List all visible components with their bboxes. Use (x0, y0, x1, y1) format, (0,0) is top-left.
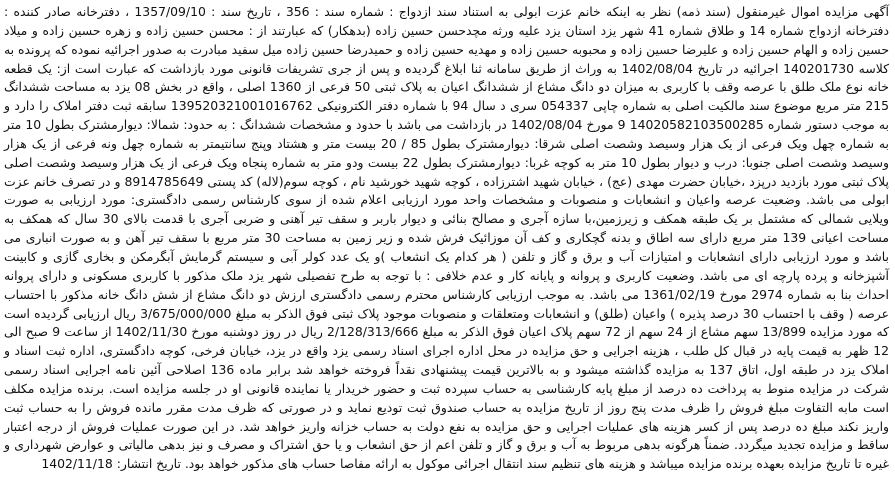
auction-notice-body: آگهی مزایده اموال غیرمنقول (سند ذمه) نظر به اینکه خانم عزت ابولی به استناد سند ازدواج : شماره سند : 356 ، تاریخ سند : 1357/09/10 ، دفترخانه صادر کننده : دفترخانه ازدواج شماره 14 و طلاق شماره 41 شهر یزد استان یزد علیه ورثه مچدحسن حسین زاده (بدهکار) که عبارتند از : محسن حسین زاده و زهره حسین زاده و میلاد حسین زاده و الهام حسین زاده و علیرضا حسین زاده و محبوبه حسین زاده و مهدیه حسین زاده و حمیدرضا حسین زاده میل سفید مبادرت به صدور اجرائیه نموده که پرونده به کلاسه 140201730 اجرائیه در تاریخ 1402/08/04 به وراث از طریق سامانه ثنا ابلاغ گردیده و پس از جری تشریفات قانونی مورد بازداشت که عبارت است از: یک قطعه خانه نوع ملک طلق با عرصه وقف با کاربری به میزان دو دانگ مشاع از ششدانگ اعیان به پلاک ثبتی 50 فرعی از 1360 اصلی ، واقع در بخش 08 یزد به مساحت ششدانگ 215 متر مربع موضوع سند مالکیت اصلی به شماره چاپی 054337 سری د سال 94 با شماره دفتر الکترونیکی 139520321001016762 سابقه ثبت دفتر املاک را دارد و به موجب دستور شماره 14020582103500285 9 مورخ 1402/08/04 در بازداشت می باشد با حدود و مشخصات ششدانگ : به حدود: شمالا: دیوارمشترک بطول 10 متر به شماره چهل ویک فرعی از یک هزار وسیصد وشصت اصلی شرقا: دیوارمشترک بطول 85 / 20 بیست متر و هشتاد وپنج سانتیمتر به شماره چهل ونه فرعی از یک هزار وسیصد وشصت اصلی جنوبا: درب و دیوار بطول 10 متر به کوچه غربا: دیوارمشترک بطول 22 بیست ودو متر به شماره پنجاه ویک فرعی از یک هزار وسیصد وشصت اصلی پلاک ثبتی مورد بازدید درپزد ،خیابان حضرت مهدی (عج) ، خیابان شهید اشترزاده ، کوچه شهید خورشید نام ، کوچه سوم(لاله) کد پستی 8914785649 و در تصرف خانم عزت ابولی می باشد. وضعیت عرصه واعیان و انشعابات و منصوبات و مشخصات واحد مورد ارزیابی اعلام شده از سوی کارشناس رسمی دادگستری: مورد ارزیابی به صورت ویلایی شمالی که مشتمل بر یک طبقه همکف و زیرزمین،با سازه آجری و مصالح بنائی و دیوار باربر و سقف تیر آهنی و ضربی آجری با قدمت بالای 30 سال که همکف به مساحت اعیانی 139 متر مربع دارای سه اطاق و بدنه گچکاری و کف آن موزائیک فرش شده و زیر زمین به مساحت 30 متر مربع با سقف تیر آهن و به صورت انباری می باشد و مورد ارزیابی دارای انشعابات و امتیازات آب و برق و گاز و تلفن ( هر کدام یک انشعاب )و یک عدد کولر آبی و سیستم گرمایش آبگرمکن و بخاری گازی و کابینت آشپزخانه و پرده پارچه ای می باشد. وضعیت کاربری و پروانه و پایانه کار و عدم خلافی : با توجه به طرح تفصیلی شهر یزد ملک مذکور با کاربری مسکونی و دارای پروانه احداث بنا به شماره 2974 مورخ 1361/02/19 می باشد. به موجب ارزیابی کارشناس محترم رسمی دادگستری ارزش دو دانگ مشاع از شش دانگ خانه مذکور با احتساب عرصه ( وقف با احتساب 30 درصد پذیره ) واعیان (طلق) و انشعابات ومتعلقات و منصوبات موجود پلاک ثبتی فوق الذکر به مبلغ 3/675/000/000 ریال ارزیابی گردیده است که مورد مزایده 13/899 سهم مشاع از 24 سهم از 72 سهم پلاک اعیان فوق الذکر به مبلغ 2/128/313/666 ریال در روز دوشنبه مورخ 1402/11/30 از ساعت 9 صبح الی 12 ظهر به قیمت پایه در قبال کل طلب ، هزینه اجرایی و حق مزایده در محل اداره اجرای اسناد رسمی یزد واقع در یزد، خیابان فرخی، کوچه دادگستری، اداره ثبت اسناد و املاک یزد در طبقه اول، اتاق 137 به مزایده گذاشته میشود و به بالاترین قیمت پیشنهادی نقداً فروخته خواهد شد برابر ماده 136 اصلاحی آئین نامه اجرایی اسناد رسمی شرکت در مزایده منوط به پرداخت ده درصد از مبلغ پایه کارشناسی به حساب سپرده ثبت و حضور خریدار یا نماینده قانونی او در جلسه مزایده است. برنده مزایده مکلف است مابه التفاوت مبلغ فروش را ظرف مدت پنج روز از تاریخ مزایده به حساب صندوق ثبت تودیع نماید و در صورتی که ظرف مدت مقرر مانده فروش را به حساب ثبت واریز نکند مبلغ ده درصد پس از کسر هزینه های عملیات اجرایی و حق مزایده به نفع دولت به حساب خزانه واریز خواهد شد. در این صورت عملیات فروش از درجه اعتبار ساقط و مزایده تجدید میگردد. ضمناً هرگونه بدهی مربوط به آب و برق و گاز و تلفن اعم از حق انشعاب و یا حق اشتراک و مصرف و نیز بدهی مالیاتی و عوارض شهرداری و غیره تا تاریخ مزایده بعهده برنده مزایده میباشد و هزینه های تنظیم سند انتقال اجرائی موکول به ارائه مفاصا حساب های مذکور خواهد بود. تاریخ انتشار: 1402/11/18 (4, 4, 890, 472)
